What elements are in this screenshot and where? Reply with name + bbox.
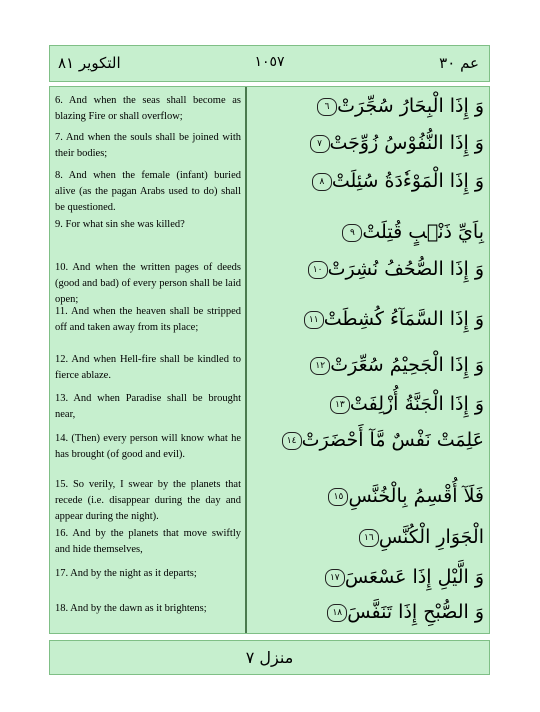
- page-header: [49, 45, 490, 82]
- ayah-marker: ١٦: [359, 529, 379, 547]
- verse-arabic: وَ الَّيْلِ إِذَا عَسْعَسَ١٧: [250, 566, 484, 588]
- verse-translation: 18. And by the dawn as it brightens;: [55, 603, 207, 614]
- ayah-marker: ١١: [304, 311, 324, 329]
- ayah-marker: ١٤: [282, 432, 302, 450]
- verse-arabic: وَ إِذَا الْجَنَّةُ أُزْلِفَتْ١٣: [250, 393, 484, 415]
- verse-translation: 15. So verily, I swear by the planets that recede (i.e. disappear during the day and appear during the night).: [55, 479, 241, 522]
- verse-arabic: فَلَآ أُقْسِمُ بِالْخُنَّسِ١٥: [250, 485, 484, 507]
- verse-translation: 13. And when Paradise shall be brought near,: [55, 393, 241, 420]
- verse-arabic: وَ إِذَا السَّمَآءُ كُشِطَتْ١١: [250, 308, 484, 330]
- ayah-marker: ١٨: [327, 604, 347, 622]
- verse-arabic: وَ إِذَا النُّفُوْسُ زُوِّجَتْ٧: [250, 132, 484, 154]
- verse-translation: 8. And when the female (infant) buried alive (as the pagan Arabs used to do) shall be questioned.: [55, 170, 241, 213]
- verse-arabic: وَ إِذَا الْمَوْءٗدَةُ سُئِلَتْ٨: [250, 170, 484, 192]
- verses-panel: [49, 86, 490, 634]
- ayah-marker: ١٢: [310, 357, 330, 375]
- ayah-marker: ٨: [312, 173, 332, 191]
- verse-translation: 14. (Then) every person will know what he has brought (of good and evil).: [55, 433, 241, 460]
- page-number: ١٠٥٧: [254, 54, 285, 70]
- verse-arabic: وَ الصُّبْحِ إِذَا تَنَفَّسَ١٨: [250, 601, 484, 623]
- manzil-label: منزل ٧: [245, 648, 294, 667]
- verse-translation: 12. And when Hell-fire shall be kindled to fierce ablaze.: [55, 354, 241, 381]
- verse-translation: 9. For what sin she was killed?: [55, 219, 185, 230]
- ayah-marker: ١٣: [330, 396, 350, 414]
- verse-translation: 6. And when the seas shall become as blazing Fire or shall overflow;: [55, 95, 241, 122]
- ayah-marker: ٩: [342, 224, 362, 242]
- verse-arabic: وَ إِذَا الصُّحُفُ نُشِرَتْ١٠: [250, 258, 484, 280]
- page-footer: [49, 640, 490, 675]
- verse-arabic: عَلِمَتْ نَفْسٌ مَّآ أَحْضَرَتْ١٤: [250, 429, 484, 451]
- verse-arabic: الْجَوَارِ الْكُنَّسِ١٦: [250, 526, 484, 548]
- verse-translation: 11. And when the heaven shall be stripped off and taken away from its place;: [55, 306, 241, 333]
- ayah-marker: ٦: [317, 98, 337, 116]
- ayah-marker: ١٥: [328, 488, 348, 506]
- verse-translation: 16. And by the planets that move swiftly and hide themselves,: [55, 528, 241, 555]
- verse-arabic: بِاَيِّ ذَنْۢبٍ قُتِلَتْ٩: [250, 221, 484, 243]
- verse-arabic: وَ إِذَا الْبِحَارُ سُجِّرَتْ٦: [250, 95, 484, 117]
- column-divider: [245, 87, 247, 633]
- verse-translation: 7. And when the souls shall be joined with their bodies;: [55, 132, 241, 159]
- surah-name: التكوير ٨١: [58, 54, 121, 72]
- juz-label: عم ٣٠: [439, 54, 479, 72]
- verse-translation: 17. And by the night as it departs;: [55, 568, 197, 579]
- ayah-marker: ٧: [310, 135, 330, 153]
- verse-arabic: وَ إِذَا الْجَحِيْمُ سُعِّرَتْ١٢: [250, 354, 484, 376]
- ayah-marker: ١٠: [308, 261, 328, 279]
- ayah-marker: ١٧: [325, 569, 345, 587]
- verse-translation: 10. And when the written pages of deeds (good and bad) of every person shall be laid open;: [55, 262, 241, 305]
